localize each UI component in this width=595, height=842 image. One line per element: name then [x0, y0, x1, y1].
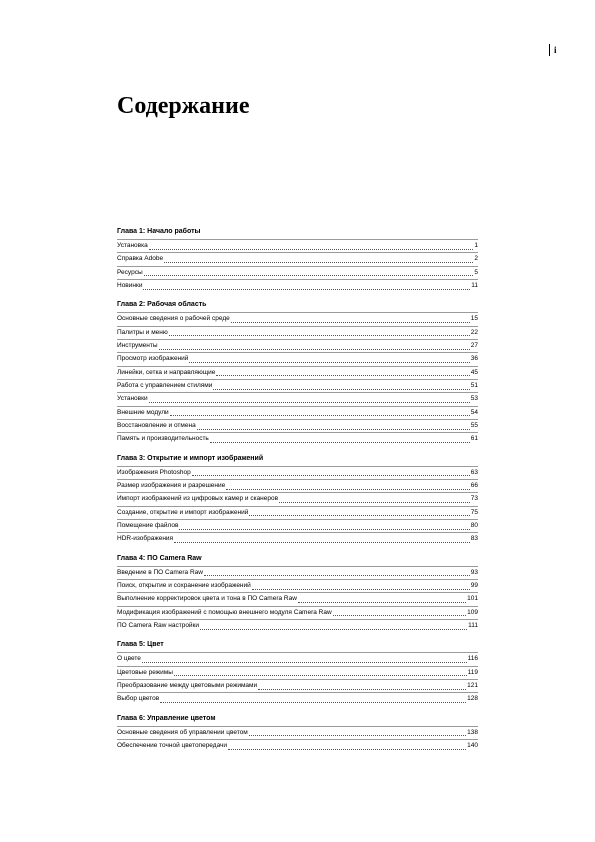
toc-entry-page: 55 — [470, 421, 478, 429]
toc-entry-title: Установка — [117, 242, 148, 249]
toc-entry[interactable] — [117, 579, 478, 592]
toc-entry-page: 2 — [474, 255, 478, 263]
toc-entry-title: Цветовые режимы — [117, 668, 173, 676]
toc-entry[interactable] — [117, 606, 478, 619]
toc-entry-page: 109 — [467, 608, 478, 616]
page-number: i — [549, 44, 557, 56]
toc-entry-page: 66 — [470, 481, 478, 489]
toc-entry[interactable] — [117, 239, 478, 252]
toc-entry[interactable] — [117, 679, 478, 692]
toc-entry-page: 54 — [470, 408, 478, 416]
toc-entry-page: 128 — [467, 695, 478, 703]
toc-entry-page: 15 — [470, 315, 478, 323]
dot-leader — [170, 415, 470, 416]
toc-entry-title: Обеспечение точной цветопередачи — [117, 741, 228, 749]
dot-leader — [174, 675, 467, 676]
toc-entry-page: 73 — [470, 495, 478, 503]
dot-leader — [189, 362, 469, 363]
toc-entry[interactable] — [117, 739, 478, 752]
toc-entry[interactable] — [117, 432, 478, 445]
toc-entry[interactable] — [117, 532, 478, 545]
toc-entry-page: 80 — [470, 521, 478, 529]
toc-entry[interactable] — [117, 652, 478, 665]
toc-entry[interactable] — [117, 592, 478, 605]
toc-entry-page: 53 — [470, 395, 478, 403]
toc-entry-page: 63 — [470, 468, 478, 476]
dot-leader — [197, 429, 470, 430]
toc-entry-page: 61 — [470, 435, 478, 443]
toc-entry[interactable] — [117, 506, 478, 519]
toc-entry[interactable] — [117, 312, 478, 325]
toc-entry-title: Основные сведения об управлении цветом — [117, 728, 248, 736]
toc-entry-title: Размер изображения и разрешение — [117, 481, 226, 489]
toc-entry[interactable] — [117, 352, 478, 365]
toc-entry-title: Память и производительность — [117, 435, 209, 443]
toc-entry[interactable] — [117, 692, 478, 705]
dot-leader — [333, 615, 466, 616]
toc-entry-page: 101 — [467, 595, 478, 603]
dot-leader — [142, 662, 467, 663]
dot-leader — [174, 542, 470, 543]
chapter-section — [117, 552, 478, 633]
dot-leader — [228, 749, 466, 750]
toc-entry-title: ПО Camera Raw настройки — [117, 621, 200, 629]
toc-entry-page: 11 — [471, 281, 478, 289]
toc-entry[interactable] — [117, 566, 478, 579]
toc-entry-page: 116 — [467, 655, 478, 663]
dot-leader — [216, 375, 469, 376]
toc-entry[interactable] — [117, 619, 478, 632]
toc-entry-title: О цвете — [117, 655, 141, 663]
toc-entry-title: Линейки, сетка и направляющие — [117, 368, 216, 376]
dot-leader — [279, 502, 470, 503]
toc-entry-title: Введение в ПО Camera Raw — [117, 568, 203, 576]
chapter-title[interactable]: Глава 4: ПО Camera Raw — [117, 554, 202, 562]
dot-leader — [252, 589, 470, 590]
dot-leader — [164, 262, 473, 263]
toc-entry-title: Восстановление и отмена — [117, 421, 196, 429]
dot-leader — [298, 602, 466, 603]
chapter-section — [117, 225, 478, 292]
toc-entry-page: 93 — [470, 568, 478, 576]
toc-entry-page: 119 — [467, 668, 478, 676]
toc-entry-title: Внешние модули — [117, 408, 169, 416]
toc-entry-page: 75 — [470, 508, 478, 516]
toc-entry[interactable] — [117, 726, 478, 739]
toc-entry-title: Выполнение корректировок цвета и тона в ПО Camera Raw — [117, 595, 297, 603]
table-of-contents — [117, 225, 478, 758]
dot-leader — [160, 702, 466, 703]
toc-entry[interactable] — [117, 406, 478, 419]
chapter-title[interactable]: Глава 5: Цвет — [117, 641, 164, 649]
toc-entry-title: Преобразование между цветовыми режимами — [117, 681, 258, 689]
dot-leader — [200, 629, 467, 630]
toc-entry-title: Основные сведения о рабочей среде — [117, 315, 230, 323]
dot-leader — [231, 322, 470, 323]
chapter-section — [117, 452, 478, 546]
toc-entry-title: Справка Adobe — [117, 255, 164, 263]
toc-entry-title: Палитры и меню — [117, 328, 168, 336]
toc-entry[interactable] — [117, 492, 478, 505]
toc-entry[interactable] — [117, 392, 478, 405]
toc-entry-page: 5 — [474, 268, 478, 276]
dot-leader — [249, 735, 466, 736]
chapter-title[interactable]: Глава 3: Открытие и импорт изображений — [117, 454, 264, 462]
toc-entry[interactable] — [117, 339, 478, 352]
toc-entry[interactable] — [117, 279, 478, 292]
dot-leader — [226, 489, 470, 490]
dot-leader — [192, 475, 470, 476]
dot-leader — [144, 275, 474, 276]
toc-entry-page: 83 — [470, 535, 478, 543]
dot-leader — [204, 575, 470, 576]
toc-entry[interactable] — [117, 326, 478, 339]
toc-entry-page: 27 — [470, 341, 478, 349]
dot-leader — [179, 529, 469, 530]
toc-entry-page: 111 — [468, 621, 478, 629]
toc-entry[interactable] — [117, 266, 478, 279]
toc-entry-page: 36 — [470, 355, 478, 363]
dot-leader — [213, 389, 469, 390]
toc-entry-title: Новинки — [117, 281, 143, 289]
toc-entry-title: Инструменты — [117, 341, 158, 349]
toc-entry-title: Установки — [117, 395, 148, 403]
toc-entry-title: Просмотр изображений — [117, 355, 189, 363]
toc-entry-title: Работа с управлением стилями — [117, 381, 213, 389]
toc-entry-page: 140 — [467, 741, 478, 749]
page-title: Содержание — [117, 93, 250, 119]
toc-entry-title: HDR-изображения — [117, 535, 174, 543]
chapter-title[interactable]: Глава 2: Рабочая область — [117, 301, 207, 309]
chapter-section — [117, 712, 478, 753]
toc-entry-title: Изображения Photoshop — [117, 468, 191, 476]
dot-leader — [143, 289, 470, 290]
toc-entry-page: 45 — [470, 368, 478, 376]
dot-leader — [149, 402, 470, 403]
dot-leader — [149, 249, 474, 250]
dot-leader — [258, 689, 466, 690]
toc-entry-title: Поиск, открытие и сохранение изображений — [117, 581, 251, 589]
dot-leader — [249, 515, 469, 516]
dot-leader — [159, 349, 470, 350]
toc-entry[interactable] — [117, 366, 478, 379]
toc-entry[interactable] — [117, 379, 478, 392]
toc-entry[interactable] — [117, 252, 478, 265]
dot-leader — [169, 335, 470, 336]
toc-entry-page: 138 — [467, 728, 478, 736]
toc-entry[interactable] — [117, 666, 478, 679]
toc-entry-title: Помещение файлов — [117, 521, 179, 529]
toc-entry-page: 1 — [474, 242, 478, 249]
toc-entry[interactable] — [117, 466, 478, 479]
toc-entry[interactable] — [117, 419, 478, 432]
toc-entry-title: Модификация изображений с помощью внешнего модуля Camera Raw — [117, 608, 332, 616]
toc-entry-page: 121 — [467, 681, 478, 689]
toc-entry-title: Создание, открытие и импорт изображений — [117, 508, 249, 516]
toc-entry-title: Выбор цветов — [117, 695, 160, 703]
toc-entry-title: Импорт изображений из цифровых камер и сканеров — [117, 495, 279, 503]
chapter-section — [117, 298, 478, 445]
toc-entry-page: 22 — [470, 328, 478, 336]
toc-entry-page: 99 — [470, 581, 478, 589]
chapter-title[interactable]: Глава 6: Управление цветом — [117, 714, 216, 722]
toc-entry-title: Ресурсы — [117, 268, 143, 276]
toc-entry-page: 51 — [470, 381, 478, 389]
toc-entry[interactable] — [117, 519, 478, 532]
chapter-section — [117, 638, 478, 705]
chapter-title[interactable]: Глава 1: Начало работы — [117, 228, 201, 235]
toc-entry[interactable] — [117, 479, 478, 492]
dot-leader — [210, 442, 470, 443]
